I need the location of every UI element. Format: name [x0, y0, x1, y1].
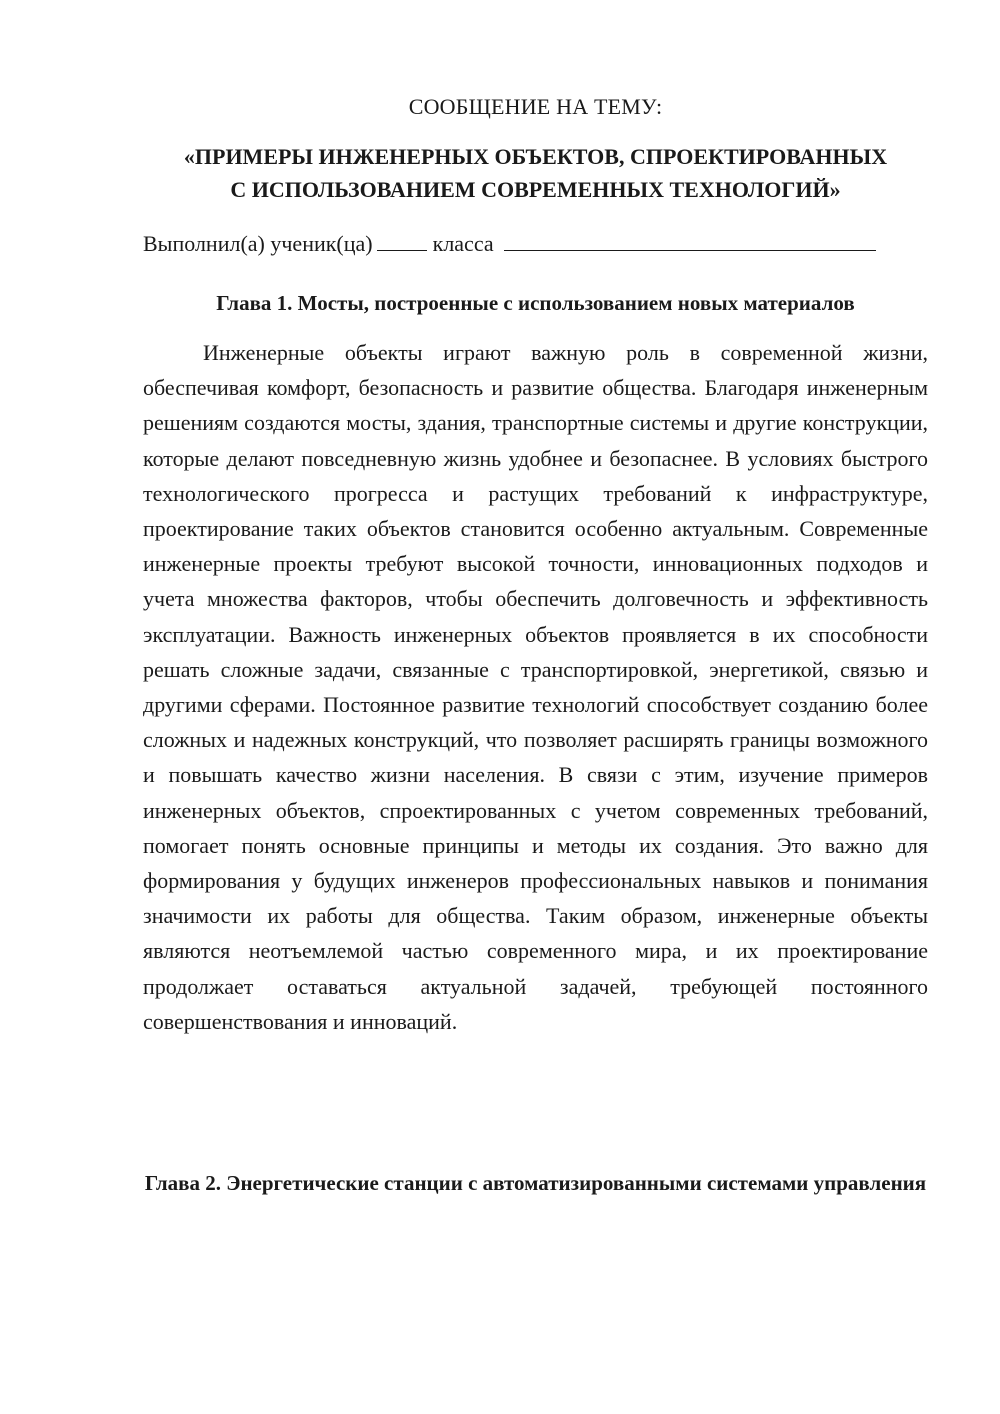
author-name-blank: [504, 230, 876, 251]
document-title-line-1: «ПРИМЕРЫ ИНЖЕНЕРНЫХ ОБЪЕКТОВ, СПРОЕКТИРОВАННЫХ: [183, 144, 888, 169]
author-line: [143, 230, 928, 257]
author-label: Выполнил(а) ученик(ца): [143, 231, 373, 256]
class-label: класса: [432, 231, 494, 256]
class-number-blank: [377, 230, 427, 251]
document-heading-pre: СООБЩЕНИЕ НА ТЕМУ:: [408, 94, 663, 119]
document-title-line-2: С ИСПОЛЬЗОВАНИЕМ СОВРЕМЕННЫХ ТЕХНОЛОГИЙ»: [230, 177, 841, 202]
chapter-1-title: Глава 1. Мосты, построенные с использованием новых материалов: [216, 291, 855, 315]
chapter-2-title: Глава 2. Энергетические станции с автоматизированными системами управления: [144, 1171, 927, 1195]
chapter-1-paragraph: Инженерные объекты играют важную роль в современной жизни, обеспечивая комфорт, безопасность и развитие общества. Благодаря инженерным решениям создаются мосты, здания, транспортные системы и другие конструкции, которые делают повседневную жизнь удобнее и безопаснее. В условиях быстрого технологического прогресса и растущих требований к инфраструктуре, проектирование таких объектов становится особенно актуальным. Современные инженерные проекты требуют высокой точности, инновационных подходов и учета множества факторов, чтобы обеспечить долговечность и эффективность эксплуатации. Важность инженерных объектов проявляется в их способности решать сложные задачи, связанные с транспортировкой, энергетикой, связью и другими сферами. Постоянное развитие технологий способствует созданию более сложных и надежных конструкций, что позволяет расширять границы возможного и повышать качество жизни населения. В связи с этим, изучение примеров инженерных объектов, спроектированных с учетом современных требований, помогает понять основные принципы и методы их создания. Это важно для формирования у будущих инженеров профессиональных навыков и понимания значимости их работы для общества. Таким образом, инженерные объекты являются неотъемлемой частью современного мира, и их проектирование продолжает оставаться актуальной задачей, требующей постоянного совершенствования и инноваций.: [143, 340, 928, 1034]
document-title: [143, 140, 928, 206]
